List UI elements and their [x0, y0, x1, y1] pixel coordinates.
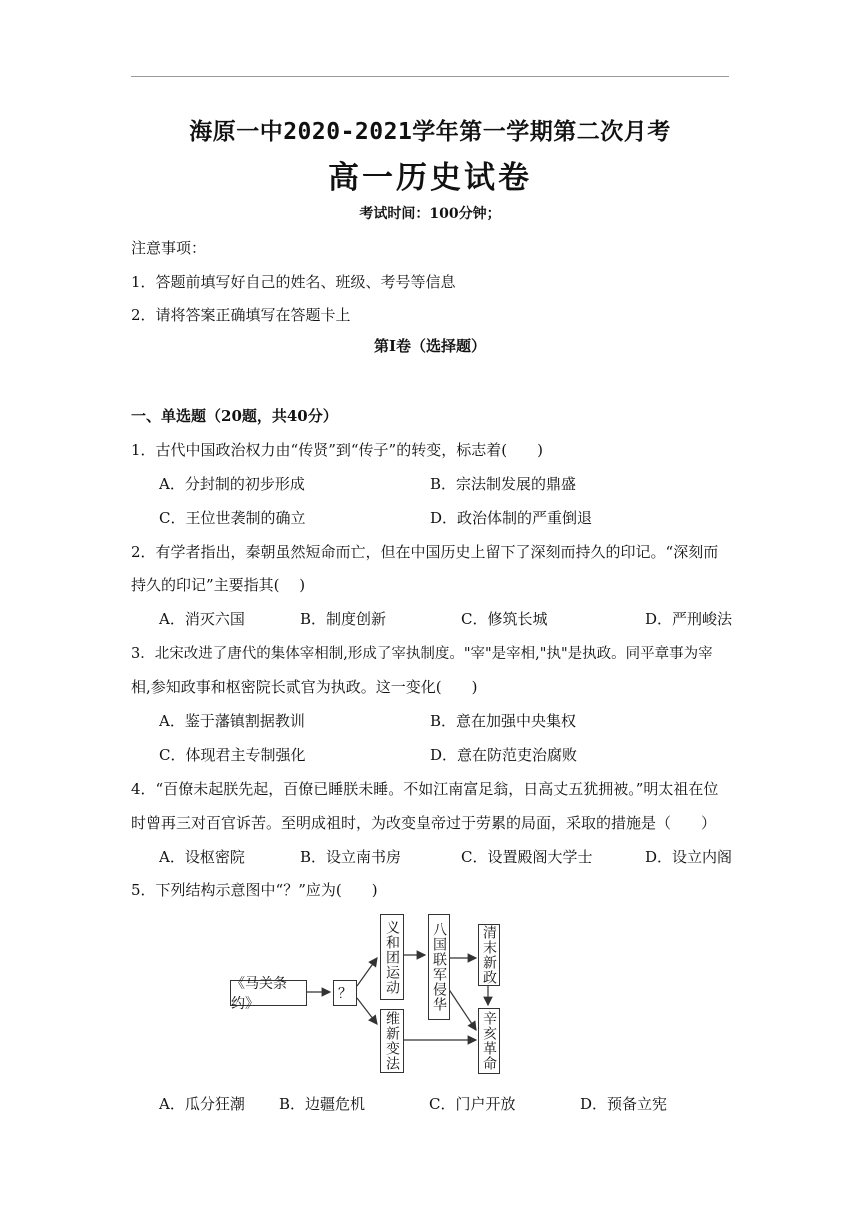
- allied-invasion-box: 八国联军侵华: [428, 914, 450, 1020]
- note-item: 1．答题前填写好自己的姓名、班级、考号等信息: [131, 273, 456, 291]
- option: A．设枢密院: [159, 848, 245, 866]
- exam-time: 考试时间：100分钟；: [359, 206, 501, 222]
- question-stem: 相,参知政事和枢密院长贰官为执政。这一变化( ): [131, 678, 478, 696]
- option: B．制度创新: [300, 610, 387, 628]
- question-stem: 1．古代中国政治权力由“传贤”到“传子”的转变，标志着( ): [131, 441, 543, 459]
- note-item: 2．请将答案正确填写在答题卡上: [131, 306, 351, 324]
- school-title: 海原一中2020-2021学年第一学期第二次月考: [189, 119, 671, 145]
- option: C．体现君主专制强化: [159, 746, 306, 764]
- option: A．瓜分狂潮: [159, 1095, 245, 1113]
- option: C．设置殿阁大学士: [461, 848, 593, 866]
- option: D．严刑峻法: [645, 610, 733, 628]
- reform-1898-box: 维新变法: [380, 1009, 404, 1073]
- option: A．分封制的初步形成: [159, 475, 305, 493]
- xinhai-revolution-box: 辛亥革命: [478, 1008, 500, 1074]
- question-stem: 持久的印记”主要指其( ): [131, 576, 306, 594]
- option: A．鉴于藩镇割据教训: [159, 712, 305, 730]
- question-mark-box: ？: [333, 980, 357, 1006]
- option: B．设立南书房: [300, 848, 402, 866]
- option: B．边疆危机: [279, 1095, 366, 1113]
- question-stem: 5．下列结构示意图中“？”应为( ): [131, 881, 378, 899]
- treaty-box: 《马关条约》: [230, 980, 307, 1006]
- question-stem: 3．北宋改进了唐代的集体宰相制,形成了宰执制度。"宰"是宰相,"执"是执政。同平章事为宰: [131, 646, 713, 662]
- option: C．王位世袭制的确立: [159, 509, 306, 527]
- part-heading: 一、单选题（20题，共40分）: [131, 407, 338, 425]
- option: A．消灭六国: [159, 610, 245, 628]
- boxer-movement-box: 义和团运动: [380, 914, 404, 1000]
- question-stem: 4．“百僚未起朕先起，百僚已睡朕未睡。不如江南富足翁，日高丈五犹拥被。”明太祖在位: [131, 780, 719, 798]
- question-stem: 时曾再三对百官诉苦。至明成祖时，为改变皇帝过于劳累的局面，采取的措施是（ ）: [131, 814, 717, 832]
- option: D．设立内阁: [645, 848, 733, 866]
- option: B．意在加强中央集权: [430, 712, 577, 730]
- qing-reform-box: 清末新政: [478, 924, 500, 986]
- option: C．修筑长城: [461, 610, 548, 628]
- option: B．宗法制发展的鼎盛: [430, 475, 577, 493]
- question-stem: 2．有学者指出，秦朝虽然短命而亡，但在中国历史上留下了深刻而持久的印记。“深刻而: [131, 543, 719, 561]
- option: D．预备立宪: [580, 1095, 668, 1113]
- option: D．意在防范吏治腐败: [430, 746, 578, 764]
- option: D．政治体制的严重倒退: [430, 509, 593, 527]
- option: C．门户开放: [429, 1095, 516, 1113]
- section-title: 第I卷（选择题）: [373, 337, 487, 355]
- notes-heading: 注意事项：: [131, 239, 207, 257]
- paper-title: 高一历史试卷: [328, 160, 532, 196]
